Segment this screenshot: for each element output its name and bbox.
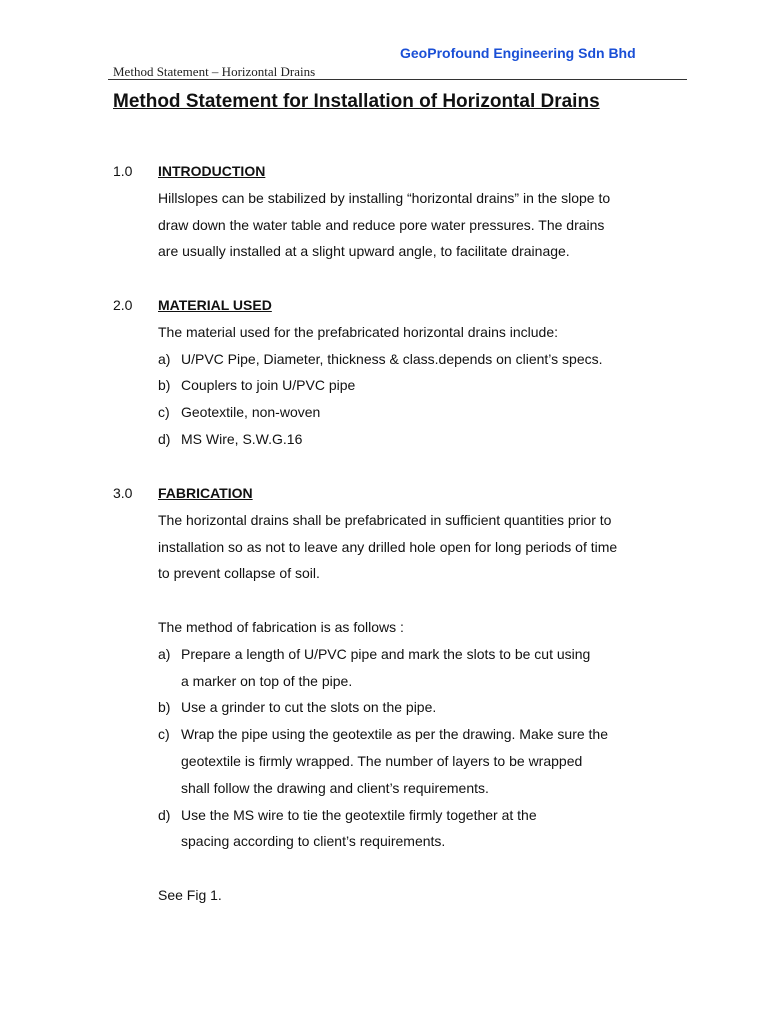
paragraph-line: draw down the water table and reduce pore water pressures. The drains: [158, 216, 605, 233]
list-marker: a): [158, 645, 171, 662]
paragraph-line: are usually installed at a slight upward angle, to facilitate drainage.: [158, 243, 570, 260]
list-marker: c): [158, 404, 170, 421]
document-title: Method Statement for Installation of Horizontal Drains: [113, 91, 600, 112]
step-item: [113, 802, 673, 829]
section-heading-row: [113, 158, 673, 185]
step-item: [113, 721, 673, 748]
section-material-used: [113, 292, 673, 453]
list-item: [113, 399, 673, 426]
company-name: GeoProfound Engineering Sdn Bhd: [400, 45, 636, 61]
paragraph-line: Hillslopes can be stabilized by installing “horizontal drains” in the slope to: [158, 189, 611, 206]
step-continuation: geotextile is firmly wrapped. The number of layers to be wrapped: [181, 752, 583, 769]
blank-line: [113, 587, 673, 614]
section-number: 3.0: [113, 485, 133, 501]
section-number: 1.0: [113, 163, 133, 179]
paragraph-line: to prevent collapse of soil.: [158, 565, 320, 582]
step-text: Use a grinder to cut the slots on the pipe.: [181, 699, 437, 716]
list-item-text: U/PVC Pipe, Diameter, thickness & class.depends on client’s specs.: [181, 350, 603, 367]
list-marker: b): [158, 377, 171, 394]
section-heading-row: [113, 480, 673, 507]
step-text: Prepare a length of U/PVC pipe and mark the slots to be cut using: [181, 645, 591, 662]
list-item: [113, 346, 673, 373]
list-item-text: MS Wire, S.W.G.16: [181, 430, 303, 447]
list-item: [113, 426, 673, 453]
running-header-title: Method Statement – Horizontal Drains: [113, 64, 316, 79]
section-heading-row: [113, 292, 673, 319]
list-item-text: Geotextile, non-woven: [181, 404, 321, 421]
section-heading: MATERIAL USED: [158, 297, 272, 313]
step-continuation: a marker on top of the pipe.: [181, 672, 353, 689]
step-continuation: shall follow the drawing and client’s requirements.: [181, 779, 489, 796]
method-intro: The method of fabrication is as follows :: [158, 618, 404, 635]
figure-reference: See Fig 1.: [158, 886, 222, 903]
section-introduction: [113, 158, 673, 265]
section-heading: FABRICATION: [158, 485, 253, 501]
step-text: Wrap the pipe using the geotextile as per the drawing. Make sure the: [181, 726, 608, 743]
list-item-text: Couplers to join U/PVC pipe: [181, 377, 356, 394]
paragraph-line: The material used for the prefabricated horizontal drains include:: [158, 323, 558, 340]
list-marker: d): [158, 806, 171, 823]
step-continuation: spacing according to client’s requirements.: [181, 833, 446, 850]
step-item: [113, 694, 673, 721]
header-divider: [108, 79, 687, 80]
blank-line: [113, 855, 673, 882]
list-marker: d): [158, 430, 171, 447]
list-marker: c): [158, 726, 170, 743]
section-fabrication: [113, 480, 673, 909]
list-marker: a): [158, 350, 171, 367]
section-heading: INTRODUCTION: [158, 163, 266, 179]
section-number: 2.0: [113, 297, 133, 313]
paragraph-line: installation so as not to leave any drilled hole open for long periods of time: [158, 538, 618, 555]
step-text: Use the MS wire to tie the geotextile firmly together at the: [181, 806, 537, 823]
list-item: [113, 372, 673, 399]
step-item: [113, 641, 673, 668]
paragraph-line: The horizontal drains shall be prefabricated in sufficient quantities prior to: [158, 511, 612, 528]
list-marker: b): [158, 699, 171, 716]
